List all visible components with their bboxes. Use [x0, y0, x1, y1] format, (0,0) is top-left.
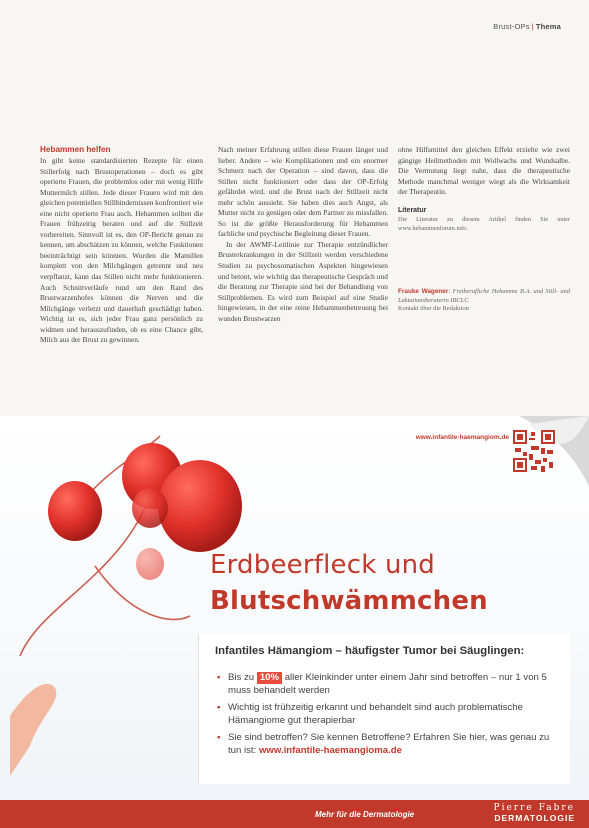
qr-code[interactable]: [513, 430, 555, 472]
advertisement: [0, 416, 589, 828]
brand-division: DERMATOLOGIE: [494, 813, 575, 823]
section-heading: Hebammen helfen: [40, 145, 111, 154]
author-box: Frauke Wagener: Freiberufliche Hebamme B.A. und Still- und Laktationsberaterin IBCLC Kontakt über die Redaktion: [398, 288, 571, 313]
ad-claim: Mehr für die Dermatologie: [315, 810, 415, 819]
percentage-badge: 10%: [257, 672, 282, 684]
ad-box-title: Infantiles Hämangiom – häufigster Tumor bei Säuglingen:: [215, 645, 525, 657]
ad-bullet-list: [217, 671, 562, 761]
balloon: [48, 481, 102, 541]
column-1-text: In gibt keine standardisierten Rezepte für einen Stillerfolg nach Brustoperationen – doch es gibt operierte Frauen, die problemlos oder mit wenig Hilfe Muttermilch stillen. Jede dieser Frauen wird mit den gleichen potentiellen Stillhindernissen konfrontiert wie eine nicht operierte Frau auch. Hebammen sollten die Frauen frühzeitig beraten und auf die Stillzeit vorbereiten. Sinnvoll ist es, den OP-Bericht genau zu kennen, um abschätzen zu können, welche Funktionen beeinträchtigt sein könnten. Wurden die Mamillen komplett von den Milchgängen getrennt und neu verpflanzt, kann das Stillen nicht mehr funktionieren. Auch Schnittverläufe rund um den Rand des Brustwarzenhofes können die Nerven und die Milchgänge verletzt und dauerhaft geschädigt haben. Wichtig ist es, sich jeder Frau ganz persönlich zu widmen und herauszufinden, ob es eine Chance gibt, Milch aus der Brust zu gewinnen.: [40, 156, 203, 345]
ad-link[interactable]: www.infantile-haemangioma.de: [258, 745, 402, 756]
column-2-text-1: Nach meiner Erfahrung stillen diese Frauen länger und lieber. Andere – wie Komplikationen und ein enormer Schmerz nach der Operation – sind davon, dass die Stillen nicht funktioniert oder dass der OP-Erfolg gefährdet wird, und die Brust nach der Stillzeit nicht mehr schön aussieht. Sie haben dies auch Angst, als Mutter nicht zu genügen oder dem Partner zu missfallen. So ist die größte Herausforderung für Hebammen fachliche und psychische Begleitung dieser Frauen.: [218, 145, 388, 239]
literature-heading: Literatur: [398, 206, 427, 214]
header-separator: |: [531, 22, 534, 31]
list-item: • Sie sind betroffen? Sie kennen Betroffene? Erfahren Sie hier, was genau zu tun ist: www.infantile-haemangioma.de: [217, 731, 562, 757]
article-column-3: [398, 145, 570, 314]
author-name: Frauke Wagener: [398, 288, 449, 296]
list-item: • Wichtig ist frühzeitig erkannt und behandelt sind auch problematische Hämangiome gut therapierbar: [217, 701, 562, 727]
header-section: Brust-OPs: [493, 22, 530, 31]
ad-headline-line-2: Blutschwämmchen: [210, 586, 488, 616]
ad-url[interactable]: www.infantile-haemangiom.de: [415, 434, 509, 441]
baby-hand: [10, 684, 56, 776]
balloon: [158, 460, 242, 552]
list-item: • Bis zu 10% aller Kleinkinder unter einem Jahr sind betroffen – nur 1 von 5 muss behandelt werden: [217, 671, 562, 697]
ad-headline-line-1: Erdbeerfleck und: [210, 550, 435, 580]
header-topic: Thema: [535, 22, 561, 31]
brand-name: Pierre Fabre: [493, 803, 575, 813]
article-column-1: [40, 145, 203, 346]
balloon: [136, 548, 164, 580]
column-3-text: ohne Hilfsmittel den gleichen Effekt erzielte wie zwei gängige Heilmethoden mit Wollwachs und Wundsalbe. Die Vermutung liegt nahe, dass die therapeutische Methode manchmal weniger wiegt als die Wirksamkeit der Therapeutin.: [398, 145, 570, 197]
brand-logo: [494, 803, 575, 823]
author-role: Freiberufliche Hebamme B.A. und Still- und Laktationsberaterin IBCLC: [398, 288, 571, 304]
author-contact: Kontakt über die Redaktion: [398, 305, 469, 313]
balloon: [132, 488, 168, 528]
ad-info-box: [198, 634, 570, 784]
page-header: [493, 22, 561, 31]
literature-text: Die Literatur zu diesem Artikel finden Sie unter www.hebammenforum.info.: [398, 216, 570, 232]
column-2-text-2: In der AWMF-Leitlinie zur Therapie entzündlicher Brusterkrankungen in der Stillzeit werden verschiedene Studien zu psychosomatischen Aspekten hingewiesen und betont, wie wichtig das therapeutische Gespräch und die Beratung zur Therapie sind bei der Behandlung von Stillproblemen. Es wird zum Beispiel auf eine Studie hingewiesen, in der eine reine Hebammenbetreuung bei wunden Brustwarzen: [218, 239, 388, 323]
article-column-2: [218, 145, 388, 324]
